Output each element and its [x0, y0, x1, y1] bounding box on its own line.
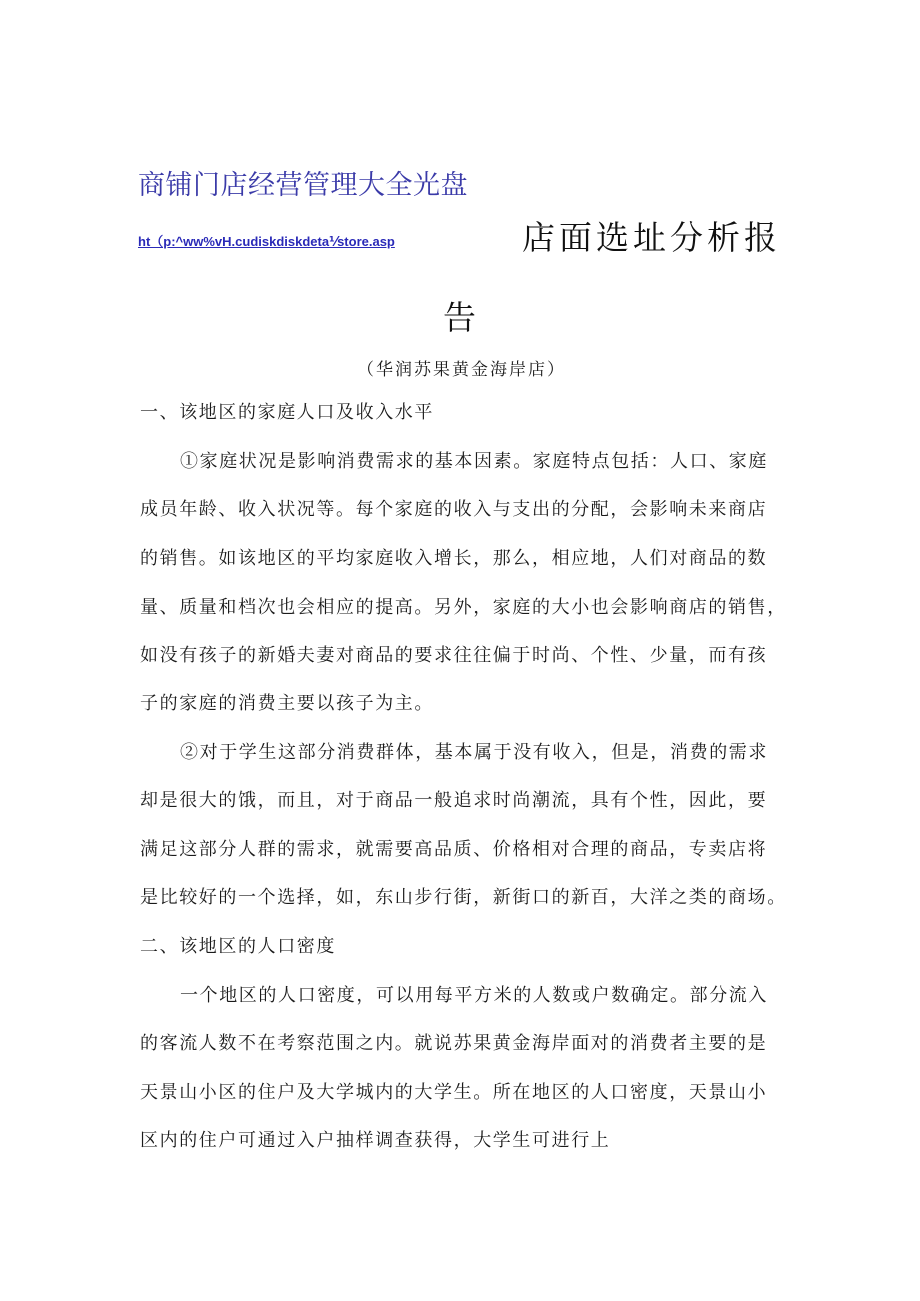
- paragraph-line: 是比较好的一个选择，如，东山步行街，新街口的新百，大洋之类的商场。: [140, 887, 787, 908]
- paragraph-line: 却是很大的饿，而且，对于商品一般追求时尚潮流，具有个性，因此，要: [140, 790, 768, 811]
- document-title-line-1: 店面选址分析报: [522, 218, 781, 257]
- paragraph-line: 的销售。如该地区的平均家庭收入增长，那么，相应地，人们对商品的数: [140, 548, 768, 569]
- paragraph-line: 一个地区的人口密度，可以用每平方米的人数或户数确定。部分流入: [180, 985, 768, 1006]
- paragraph-line: ①家庭状况是影响消费需求的基本因素。家庭特点包括：人口、家庭: [180, 451, 768, 472]
- paragraph-line: 量、质量和档次也会相应的提高。另外，家庭的大小也会影响商店的销售，: [140, 597, 787, 618]
- paragraph-line: 成员年龄、收入状况等。每个家庭的收入与支出的分配，会影响未来商店: [140, 499, 768, 520]
- document-title-line-2: 告: [443, 298, 476, 337]
- paragraph-line: 满足这部分人群的需求，就需要高品质、价格相对合理的商品，专卖店将: [140, 839, 768, 860]
- paragraph-line: 天景山小区的住户及大学城内的大学生。所在地区的人口密度，天景山小: [140, 1082, 768, 1103]
- paragraph-line: 子的家庭的消费主要以孩子为主。: [140, 693, 434, 714]
- section-2-heading: 二、该地区的人口密度: [140, 936, 336, 957]
- paragraph-line: 如没有孩子的新婚夫妻对商品的要求往往偏于时尚、个性、少量，而有孩: [140, 645, 768, 666]
- banner-link[interactable]: ht（p:^ww%vH.cudiskdiskdeta⅟store.asp: [138, 234, 395, 249]
- document-subtitle: （华润苏果黄金海岸店）: [357, 360, 566, 380]
- section-1-heading: 一、该地区的家庭人口及收入水平: [140, 402, 434, 423]
- banner-title: 商铺门店经营管理大全光盘: [138, 170, 468, 201]
- paragraph-line: ②对于学生这部分消费群体，基本属于没有收入，但是，消费的需求: [180, 742, 768, 763]
- paragraph-line: 区内的住户可通过入户抽样调查获得，大学生可进行上: [140, 1130, 611, 1151]
- paragraph-line: 的客流人数不在考察范围之内。就说苏果黄金海岸面对的消费者主要的是: [140, 1033, 768, 1054]
